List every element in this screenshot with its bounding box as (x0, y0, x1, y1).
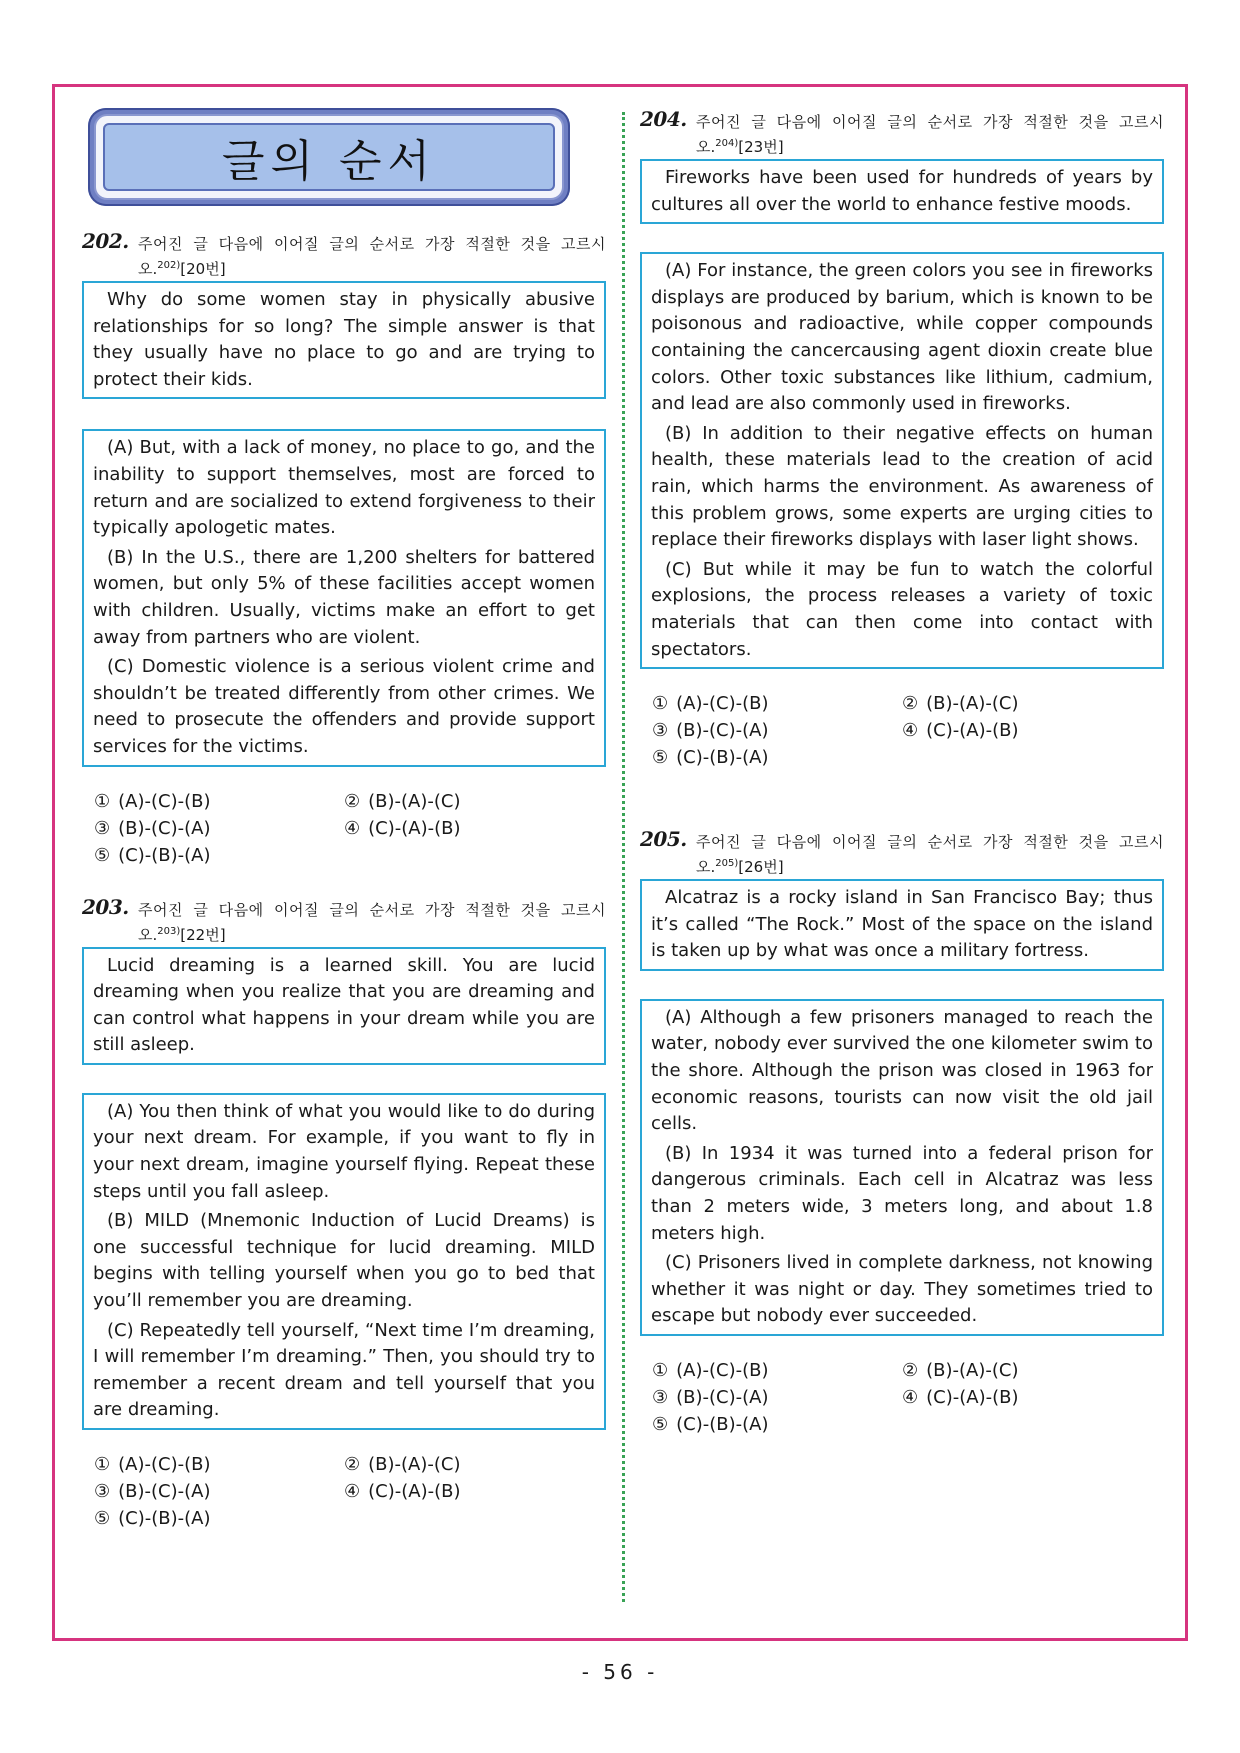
question-instruction: 주어진 글 다음에 이어질 글의 순서로 가장 적절한 것을 고르시 (696, 113, 1164, 131)
choice-4[interactable]: ④ (C)-(A)-(B) (902, 1387, 1019, 1408)
choice-5[interactable]: ⑤ (C)-(B)-(A) (94, 844, 211, 866)
choice-3[interactable]: ③ (B)-(C)-(A) (652, 720, 769, 742)
choice-4[interactable]: ④ (C)-(A)-(B) (344, 1481, 461, 1502)
ordered-passages (82, 1093, 606, 1430)
choice-3[interactable]: ③ (B)-(C)-(A) (94, 817, 211, 839)
right-column (640, 107, 1164, 1437)
choice-5[interactable]: ⑤ (C)-(B)-(A) (652, 747, 769, 769)
page-number: - 56 - (581, 1660, 659, 1684)
question-header (82, 229, 606, 280)
section-title-banner (88, 108, 570, 206)
choice-5[interactable]: ⑤ (C)-(B)-(A) (94, 1508, 211, 1529)
passage-b: (B) In addition to their negative effects on human health, these materials lead to the creation of acid rain, which harms the environment. As awareness of this problem grows, some experts are urging cities to replace their fireworks displays with laser light shows. (651, 422, 1153, 551)
ordered-passages (640, 252, 1164, 669)
given-passage (640, 159, 1164, 224)
question-header (82, 894, 606, 946)
given-text: Lucid dreaming is a learned skill. You are lucid dreaming when you realize that you are dreaming and can control what happens in your dream while you are still asleep. (93, 954, 595, 1056)
passage-b: (B) In 1934 it was turned into a federal prison for dangerous criminals. Each cell in Alcatraz was less than 2 meters wide, 3 meters long, and about 1.8 meters high. (651, 1142, 1153, 1244)
passage-c: (C) Prisoners lived in complete darkness, not knowing whether it was night or day. They sometimes tried to escape but nobody ever succeeded. (651, 1252, 1153, 1327)
question-number: 202. (82, 229, 129, 253)
question-source: 오.$^{203)}$[22번] (138, 925, 226, 944)
column-divider (622, 112, 625, 1602)
question-source: 오.$^{205)}$[26번] (696, 858, 784, 877)
passage-a: (A) Although a few prisoners managed to reach the water, nobody ever survived the one kilometer swim to the shore. Although the prison was closed in 1963 for economic reasons, tourists can now visit the old jail cells. (651, 1006, 1153, 1135)
choice-1[interactable]: ① (A)-(C)-(B) (652, 1360, 769, 1381)
answer-choices (640, 1358, 1164, 1437)
choice-2[interactable]: ② (B)-(A)-(C) (902, 693, 1019, 715)
question-source: 오.$^{202)}$[20번] (138, 260, 226, 278)
question-header (640, 827, 1164, 878)
passage-c: (C) Repeatedly tell yourself, “Next time I’m dreaming, I will remember I’m dreaming.” Then, you should try to remember a recent dream and tell yourself that you are dreaming. (93, 1319, 595, 1421)
question-205 (640, 827, 1164, 1437)
choice-5[interactable]: ⑤ (C)-(B)-(A) (652, 1414, 769, 1435)
question-203 (82, 894, 606, 1532)
question-202 (82, 229, 606, 868)
choice-3[interactable]: ③ (B)-(C)-(A) (94, 1481, 211, 1502)
passage-c: (C) But while it may be fun to watch the colorful explosions, the process releases a variety of toxic materials that can then come into contact with spectators. (651, 558, 1153, 660)
choice-4[interactable]: ④ (C)-(A)-(B) (344, 817, 461, 839)
passage-a: (A) But, with a lack of money, no place to go, and the inability to support themselves, most are forced to return and are socialized to extend forgiveness to their typically apologetic mates. (93, 437, 595, 539)
passage-c: (C) Domestic violence is a serious violent crime and shouldn’t be treated differently from other crimes. We need to prosecute the offenders and provide support services for the victims. (93, 656, 595, 757)
question-source: 오.$^{204)}$[23번] (696, 138, 784, 156)
given-passage (82, 281, 606, 399)
choice-1[interactable]: ① (A)-(C)-(B) (94, 1454, 211, 1475)
question-number: 203. (82, 894, 129, 919)
choice-2[interactable]: ② (B)-(A)-(C) (902, 1360, 1019, 1381)
answer-choices (82, 1452, 606, 1531)
question-number: 205. (640, 827, 687, 852)
choice-4[interactable]: ④ (C)-(A)-(B) (902, 720, 1019, 742)
passage-a: (A) You then think of what you would like to do during your next dream. For example, if you want to fly in your next dream, imagine yourself flying. Repeat these steps until you fall asleep. (93, 1100, 595, 1202)
left-column (82, 108, 606, 1531)
choice-2[interactable]: ② (B)-(A)-(C) (344, 790, 461, 812)
given-text: Why do some women stay in physically abusive relationships for so long? The simple answer is that they usually have no place to go and are trying to protect their kids. (93, 289, 595, 390)
given-passage (82, 947, 606, 1065)
passage-b: (B) MILD (Mnemonic Induction of Lucid Dreams) is one successful technique for lucid dreaming. MILD begins with telling yourself when you go to bed that you’ll remember you are dreaming. (93, 1210, 595, 1312)
question-instruction: 주어진 글 다음에 이어질 글의 순서로 가장 적절한 것을 고르시 (138, 900, 606, 919)
answer-choices (82, 789, 606, 868)
question-instruction: 주어진 글 다음에 이어질 글의 순서로 가장 적절한 것을 고르시 (696, 833, 1164, 852)
given-text: Alcatraz is a rocky island in San Francisco Bay; thus it’s called “The Rock.” Most of the space on the island is taken up by what was once a military fortress. (651, 887, 1153, 962)
section-title: 글의 순서 (103, 123, 555, 191)
ordered-passages (640, 999, 1164, 1336)
choice-3[interactable]: ③ (B)-(C)-(A) (652, 1387, 769, 1408)
question-number: 204. (640, 107, 687, 131)
choice-1[interactable]: ① (A)-(C)-(B) (652, 693, 769, 715)
question-instruction: 주어진 글 다음에 이어질 글의 순서로 가장 적절한 것을 고르시 (138, 235, 606, 253)
choice-2[interactable]: ② (B)-(A)-(C) (344, 1454, 461, 1475)
given-text: Fireworks have been used for hundreds of years by cultures all over the world to enhance festive moods. (651, 167, 1153, 215)
passage-b: (B) In the U.S., there are 1,200 shelters for battered women, but only 5% of these facilities accept women with children. Usually, victims make an effort to get away from partners who are violent. (93, 546, 595, 648)
given-passage (640, 879, 1164, 971)
answer-choices (640, 691, 1164, 770)
passage-a: (A) For instance, the green colors you see in fireworks displays are produced by barium, which is known to be poisonous and radioactive, while copper compounds containing the cancercausing agent dioxin create blue colors. Other toxic substances like lithium, cadmium, and lead are also commonly used in fireworks. (651, 260, 1153, 415)
choice-1[interactable]: ① (A)-(C)-(B) (94, 790, 211, 812)
question-header (640, 107, 1164, 158)
question-204 (640, 107, 1164, 770)
ordered-passages (82, 429, 606, 766)
